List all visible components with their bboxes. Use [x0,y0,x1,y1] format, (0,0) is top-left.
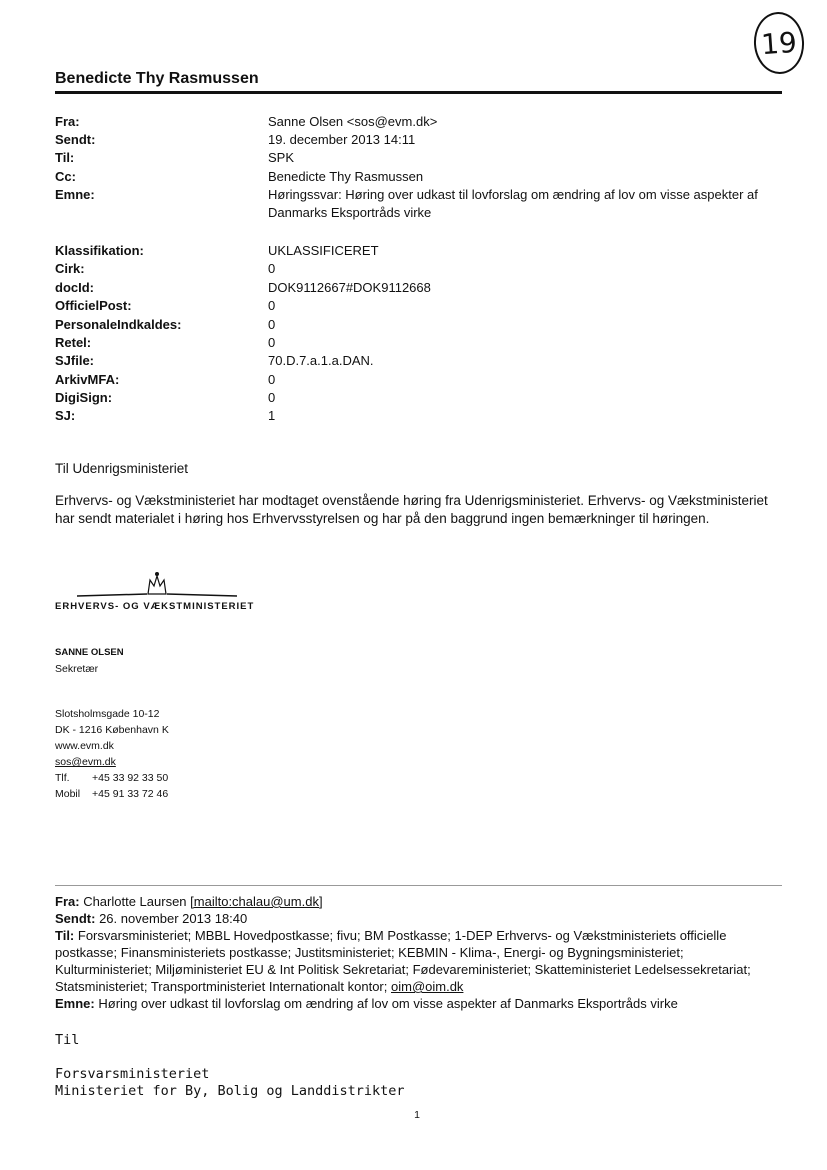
from-value: Sanne Olsen <sos@evm.dk> [268,114,438,129]
forwarded-to [55,927,780,995]
forwarded-body-line2: Forsvarsministeriet [55,1066,210,1082]
ministry-logo-text: ERHVERVS- OG VÆKSTMINISTERIET [55,601,255,612]
forwarded-sent-label: Sendt: [55,911,96,926]
forwarded-to-value: Forsvarsministeriet; MBBL Hovedpostkasse; fivu; BM Postkasse; 1-DEP Erhvervs- og Vækstministeriets officielle postkasse; Finansministeriets postkasse; Justitsministeriet; KEBMIN - Klima-, Energi- og Bygningsministeriet; Kulturministeriet; Miljøministeriet EU & Int Politisk Sekretariat; Fødevareministeriet; Skatteministeriet Ledelsessekretariat; Statsministeriet; Transportministeriet Internationalt kontor; [55,928,751,994]
meta-label: DigiSign: [55,390,113,405]
meta-value: 0 [268,390,276,405]
crown-icon [55,568,265,600]
meta-value: 70.D.7.a.1.a.DAN. [268,353,374,368]
salutation: Til Udenrigsministeriet [55,461,189,476]
email-link[interactable]: sos@evm.dk [55,756,116,768]
phone-value: +45 33 92 33 50 [92,772,169,784]
forwarded-to-link[interactable]: oim@oim.dk [391,979,464,994]
phone-label: Tlf. [55,772,70,784]
meta-value: 0 [268,372,276,387]
from-label: Fra: [55,114,80,129]
forwarded-subject-label: Emne: [55,996,95,1011]
forward-separator [55,885,782,886]
meta-label: SJ: [55,408,76,423]
mobile-label: Mobil [55,788,81,800]
meta-label: ArkivMFA: [55,372,120,387]
meta-label: Klassifikation: [55,243,144,258]
meta-label: Retel: [55,335,92,350]
forwarded-from-link[interactable]: [mailto:chalau@um.dk] [190,894,323,909]
meta-label: SJfile: [55,353,95,368]
forwarded-to-label: Til: [55,928,75,943]
header-rule [55,91,782,94]
signature-title: Sekretær [55,663,99,675]
to-label: Til: [55,150,75,165]
cc-label: Cc: [55,169,76,184]
to-value: SPK [268,150,295,165]
author-name: Benedicte Thy Rasmussen [55,70,259,87]
body-paragraph: Erhvervs- og Vækstministeriet har modtaget ovenstående høring fra Udenrigsministeriet. Erhvervs- og Vækstministeriet har sendt materialet i høring hos Erhvervsstyrelsen og har på den baggrund ingen bemærkninger til høringen. [55,493,768,526]
address-line2: DK - 1216 København K [55,724,169,736]
subject-label: Emne: [55,187,95,202]
meta-value: 0 [268,317,276,332]
page-number: 1 [414,1109,420,1121]
address-line1: Slotsholmsgade 10-12 [55,708,160,720]
page-stamp [752,10,806,75]
meta-value: UKLASSIFICERET [268,243,379,258]
meta-label: OfficielPost: [55,298,132,313]
forwarded-subject [55,995,780,1012]
cc-value: Benedicte Thy Rasmussen [268,169,424,184]
forwarded-sent-value: 26. november 2013 18:40 [99,911,248,926]
meta-value: 0 [268,335,276,350]
meta-label: PersonaleIndkaldes: [55,317,182,332]
subject-value: Høringssvar: Høring over udkast til lovforslag om ændring af lov om visse aspekter af Danmarks Eksportråds virke [268,187,758,221]
sent-value: 19. december 2013 14:11 [268,132,416,147]
forwarded-sent [55,910,780,927]
forwarded-from-name: Charlotte Laursen [83,894,187,909]
forwarded-body-line3: Ministeriet for By, Bolig og Landdistrikter [55,1083,405,1099]
stamp-number: 19 [760,25,798,61]
website-link[interactable]: www.evm.dk [55,740,114,752]
forwarded-from [55,893,780,910]
sent-label: Sendt: [55,132,96,147]
meta-value: DOK9112667#DOK9112668 [268,280,431,295]
meta-label: Cirk: [55,261,85,276]
forwarded-body-line1: Til [55,1032,80,1048]
ministry-logo [55,568,265,618]
meta-value: 1 [268,408,276,423]
mobile-value: +45 91 33 72 46 [92,788,169,800]
forwarded-subject-value: Høring over udkast til lovforslag om ændring af lov om visse aspekter af Danmarks Eksportråds virke [98,996,678,1011]
meta-label: docId: [55,280,94,295]
forwarded-from-label: Fra: [55,894,80,909]
signature-name: SANNE OLSEN [55,647,124,658]
meta-value: 0 [268,298,276,313]
meta-value: 0 [268,261,276,276]
